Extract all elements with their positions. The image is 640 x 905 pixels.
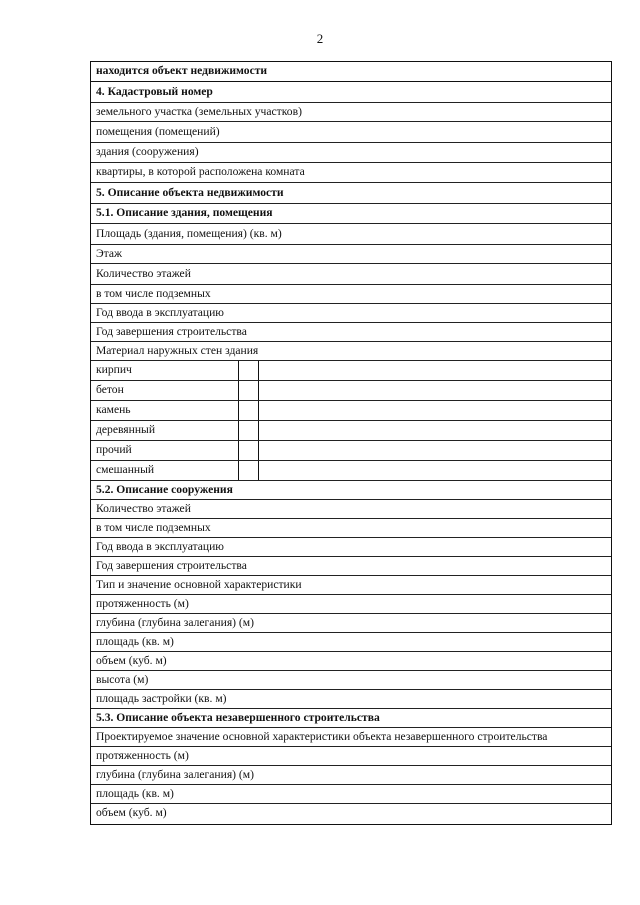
form-row xyxy=(91,323,611,342)
row-label: здания (сооружения) xyxy=(96,145,199,158)
form-row xyxy=(91,519,611,538)
form-row xyxy=(91,285,611,304)
material-checkbox[interactable] xyxy=(238,381,259,400)
row-label: Год завершения строительства xyxy=(96,559,247,572)
row-label: находится объект недвижимости xyxy=(96,64,268,77)
material-checkbox[interactable] xyxy=(238,421,259,440)
form-row xyxy=(91,633,611,652)
row-label: Количество этажей xyxy=(96,502,191,515)
form-row xyxy=(91,361,611,381)
material-checkbox[interactable] xyxy=(238,361,259,380)
row-label: 5. Описание объекта недвижимости xyxy=(96,186,284,199)
row-label: квартиры, в которой расположена комната xyxy=(96,165,305,178)
row-label: 5.1. Описание здания, помещения xyxy=(96,206,273,219)
form-row xyxy=(91,728,611,747)
form-row xyxy=(91,304,611,323)
form-row xyxy=(91,381,611,401)
form-row xyxy=(91,421,611,441)
row-label: глубина (глубина залегания) (м) xyxy=(96,768,254,781)
row-label: Площадь (здания, помещения) (кв. м) xyxy=(96,227,282,240)
form-row xyxy=(91,401,611,421)
form-row xyxy=(91,224,611,245)
form-row xyxy=(91,441,611,461)
row-label: площадь (кв. м) xyxy=(96,787,174,800)
row-label: площадь (кв. м) xyxy=(96,635,174,648)
row-label: 4. Кадастровый номер xyxy=(96,85,213,98)
material-checkbox[interactable] xyxy=(238,441,259,460)
form-row xyxy=(91,690,611,709)
row-label: объем (куб. м) xyxy=(96,654,167,667)
row-label: протяженность (м) xyxy=(96,597,189,610)
page-number: 2 xyxy=(316,31,324,46)
row-label: в том числе подземных xyxy=(96,521,211,534)
form-row xyxy=(91,245,611,264)
section-heading-row xyxy=(91,709,611,728)
row-label: Материал наружных стен здания xyxy=(96,344,259,357)
form-row xyxy=(91,671,611,690)
row-label: Год ввода в эксплуатацию xyxy=(96,540,224,553)
material-checkbox[interactable] xyxy=(238,461,259,480)
row-label: 5.2. Описание сооружения xyxy=(96,483,233,496)
row-label: кирпич xyxy=(96,363,132,376)
form-row xyxy=(91,747,611,766)
row-label: высота (м) xyxy=(96,673,149,686)
section-heading-row xyxy=(91,204,611,224)
row-label: в том числе подземных xyxy=(96,287,211,300)
row-label: Этаж xyxy=(96,247,123,260)
form-table xyxy=(90,61,612,825)
form-row xyxy=(91,143,611,163)
form-row xyxy=(91,500,611,519)
form-row xyxy=(91,576,611,595)
form-row xyxy=(91,595,611,614)
section-heading-row xyxy=(91,62,611,82)
row-label: объем (куб. м) xyxy=(96,806,167,819)
form-row xyxy=(91,538,611,557)
form-row xyxy=(91,461,611,481)
form-row xyxy=(91,766,611,785)
row-label: глубина (глубина залегания) (м) xyxy=(96,616,254,629)
form-row xyxy=(91,804,611,824)
row-label: протяженность (м) xyxy=(96,749,189,762)
row-label: Год завершения строительства xyxy=(96,325,247,338)
row-label: Количество этажей xyxy=(96,267,191,280)
row-label: Год ввода в эксплуатацию xyxy=(96,306,224,319)
row-label: камень xyxy=(96,403,131,416)
row-label: прочий xyxy=(96,443,132,456)
row-label: смешанный xyxy=(96,463,155,476)
form-row xyxy=(91,652,611,671)
form-row xyxy=(91,122,611,143)
row-label: деревянный xyxy=(96,423,156,436)
section-heading-row xyxy=(91,183,611,204)
row-label: площадь застройки (кв. м) xyxy=(96,692,227,705)
material-checkbox[interactable] xyxy=(238,401,259,420)
row-label: помещения (помещений) xyxy=(96,125,220,138)
row-label: Тип и значение основной характеристики xyxy=(96,578,302,591)
form-row xyxy=(91,342,611,361)
form-row xyxy=(91,264,611,285)
form-row xyxy=(91,785,611,804)
form-row xyxy=(91,103,611,122)
section-heading-row xyxy=(91,481,611,500)
form-row xyxy=(91,163,611,183)
row-label: бетон xyxy=(96,383,124,396)
section-heading-row xyxy=(91,82,611,103)
row-label: Проектируемое значение основной характеристики объекта незавершенного строительства xyxy=(96,730,548,743)
form-row xyxy=(91,557,611,576)
form-row xyxy=(91,614,611,633)
row-label: земельного участка (земельных участков) xyxy=(96,105,302,118)
row-label: 5.3. Описание объекта незавершенного строительства xyxy=(96,711,380,724)
